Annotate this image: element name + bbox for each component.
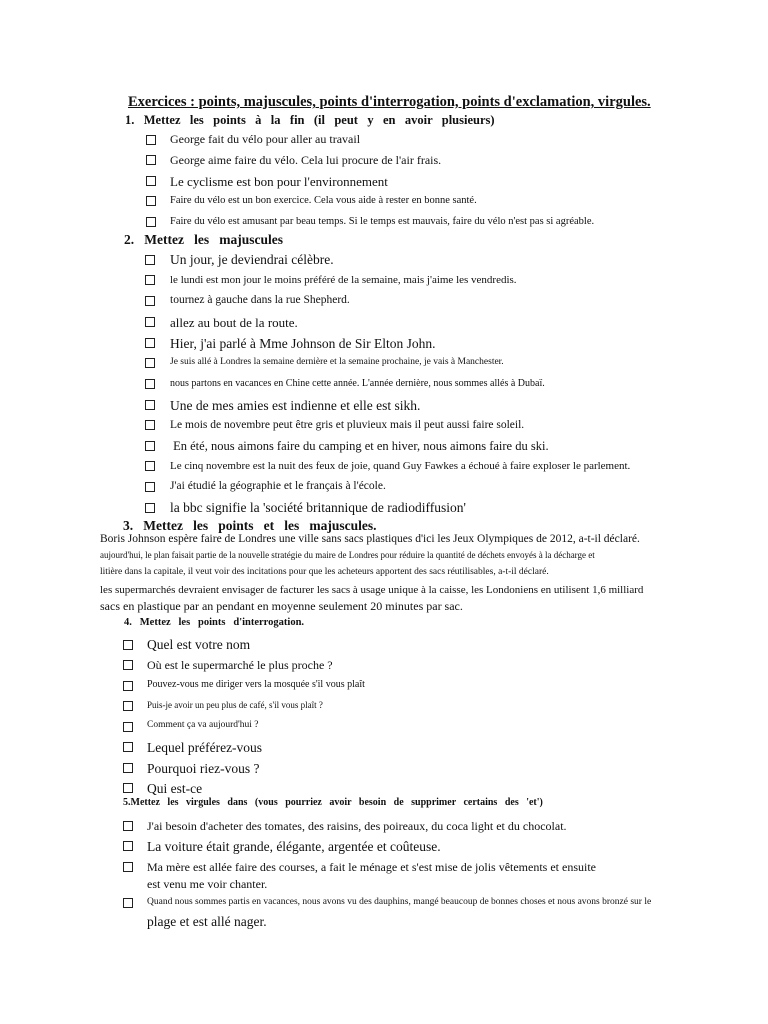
checkbox[interactable]: [123, 742, 133, 752]
section-4-heading: 4. Mettez les points d'interrogation.: [124, 617, 305, 628]
paragraph-line: les supermarchés devraient envisager de facturer les sacs à usage unique à la caisse, les Londoniens en utilisent 1,6 milliard: [100, 584, 644, 596]
checkbox[interactable]: [145, 296, 155, 306]
list-item-continuation: plage et est allé nager.: [147, 914, 267, 929]
checkbox[interactable]: [123, 681, 133, 691]
checkbox[interactable]: [146, 135, 156, 145]
list-item: nous partons en vacances en Chine cette année. L'année dernière, nous sommes allés à Dubaï.: [170, 378, 545, 389]
list-item: En été, nous aimons faire du camping et en hiver, nous aimons faire du ski.: [170, 439, 549, 453]
checkbox[interactable]: [145, 482, 155, 492]
checkbox[interactable]: [123, 660, 133, 670]
paragraph-line: sacs en plastique par an pendant en moyenne seulement 20 minutes par sac.: [100, 599, 463, 613]
list-item: La voiture était grande, élégante, argentée et coûteuse.: [147, 839, 441, 854]
list-item: Comment ça va aujourd'hui ?: [147, 720, 259, 730]
list-item-continuation: est venu me voir chanter.: [147, 877, 268, 891]
checkbox[interactable]: [145, 420, 155, 430]
checkbox[interactable]: [146, 217, 156, 227]
list-item: George aime faire du vélo. Cela lui procure de l'air frais.: [170, 153, 442, 167]
checkbox[interactable]: [123, 821, 133, 831]
list-item: Où est le supermarché le plus proche ?: [147, 658, 333, 672]
list-item: Le cinq novembre est la nuit des feux de joie, quand Guy Fawkes a échoué à faire exploser le parlement.: [170, 460, 631, 472]
checkbox[interactable]: [145, 379, 155, 389]
checkbox[interactable]: [145, 503, 155, 513]
section-1-heading: 1. Mettez les points à la fin (il peut y en avoir plusieurs): [125, 113, 495, 127]
list-item: J'ai besoin d'acheter des tomates, des raisins, des poireaux, du coca light et du chocolat.: [147, 819, 567, 833]
list-item: Ma mère est allée faire des courses, a fait le ménage et s'est mise de jolis vêtements et ensuite: [147, 860, 596, 874]
list-item: Lequel préférez-vous: [147, 740, 263, 755]
section-5-heading: 5.Mettez les virgules dans (vous pourriez avoir besoin de supprimer certains des 'et'): [123, 797, 543, 808]
list-item: Le mois de novembre peut être gris et pluvieux mais il peut aussi faire soleil.: [170, 419, 525, 431]
checkbox[interactable]: [123, 722, 133, 732]
paragraph-line: aujourd'hui, le plan faisait partie de la nouvelle stratégie du maire de Londres pour réduire la quantité de déchets envoyés à la décharge et: [100, 550, 595, 560]
checkbox[interactable]: [145, 358, 155, 368]
paragraph-line: litière dans la capitale, il veut voir des incitations pour que les acheteurs apportent des sacs réutilisables, a-t-il déclaré.: [100, 567, 549, 577]
list-item: Je suis allé à Londres la semaine dernière et la semaine prochaine, je vais à Manchester.: [170, 357, 504, 367]
list-item: Faire du vélo est un bon exercice. Cela vous aide à rester en bonne santé.: [170, 195, 477, 206]
checkbox[interactable]: [123, 841, 133, 851]
list-item: Puis-je avoir un peu plus de café, s'il vous plaît ?: [147, 700, 323, 710]
list-item: J'ai étudié la géographie et le français à l'école.: [170, 480, 386, 492]
list-item: Quel est votre nom: [147, 637, 251, 652]
list-item: Pouvez-vous me diriger vers la mosquée s'il vous plaît: [147, 679, 365, 690]
section-3-heading: 3. Mettez les points et les majuscules.: [123, 518, 377, 533]
section-2-heading: 2. Mettez les majuscules: [124, 232, 283, 247]
list-item: allez au bout de la route.: [170, 315, 298, 330]
checkbox[interactable]: [145, 338, 155, 348]
checkbox[interactable]: [146, 196, 156, 206]
checkbox[interactable]: [145, 255, 155, 265]
list-item: Le cyclisme est bon pour l'environnement: [170, 174, 388, 189]
page-title: Exercices : points, majuscules, points d'interrogation, points d'exclamation, virgules.: [128, 94, 651, 110]
checkbox[interactable]: [123, 898, 133, 908]
list-item: Qui est-ce: [147, 781, 203, 796]
checkbox[interactable]: [123, 862, 133, 872]
checkbox[interactable]: [145, 275, 155, 285]
checkbox[interactable]: [123, 763, 133, 773]
list-item: Hier, j'ai parlé à Mme Johnson de Sir Elton John.: [170, 336, 436, 351]
list-item: Un jour, je deviendrai célèbre.: [170, 252, 334, 267]
checkbox[interactable]: [123, 701, 133, 711]
checkbox[interactable]: [145, 461, 155, 471]
checkbox[interactable]: [145, 441, 155, 451]
list-item: Une de mes amies est indienne et elle est sikh.: [170, 398, 421, 413]
checkbox[interactable]: [146, 155, 156, 165]
list-item: George fait du vélo pour aller au travail: [170, 132, 361, 146]
list-item: Pourquoi riez-vous ?: [147, 761, 260, 776]
list-item: tournez à gauche dans la rue Shepherd.: [170, 294, 350, 306]
checkbox[interactable]: [123, 783, 133, 793]
checkbox[interactable]: [123, 640, 133, 650]
list-item: Quand nous sommes partis en vacances, nous avons vu des dauphins, mangé beaucoup de bonnes choses et nous avons bronzé sur le: [147, 897, 652, 907]
checkbox[interactable]: [146, 176, 156, 186]
list-item: le lundi est mon jour le moins préféré de la semaine, mais j'aime les vendredis.: [170, 274, 517, 286]
checkbox[interactable]: [145, 317, 155, 327]
paragraph-line: Boris Johnson espère faire de Londres une ville sans sacs plastiques d'ici les Jeux Olympiques de 2012, a-t-il déclaré.: [100, 533, 640, 545]
list-item: Faire du vélo est amusant par beau temps. Si le temps est mauvais, faire du vélo n'est pas si agréable.: [170, 216, 595, 227]
list-item: la bbc signifie la 'société britannique de radiodiffusion': [170, 500, 466, 515]
checkbox[interactable]: [145, 400, 155, 410]
